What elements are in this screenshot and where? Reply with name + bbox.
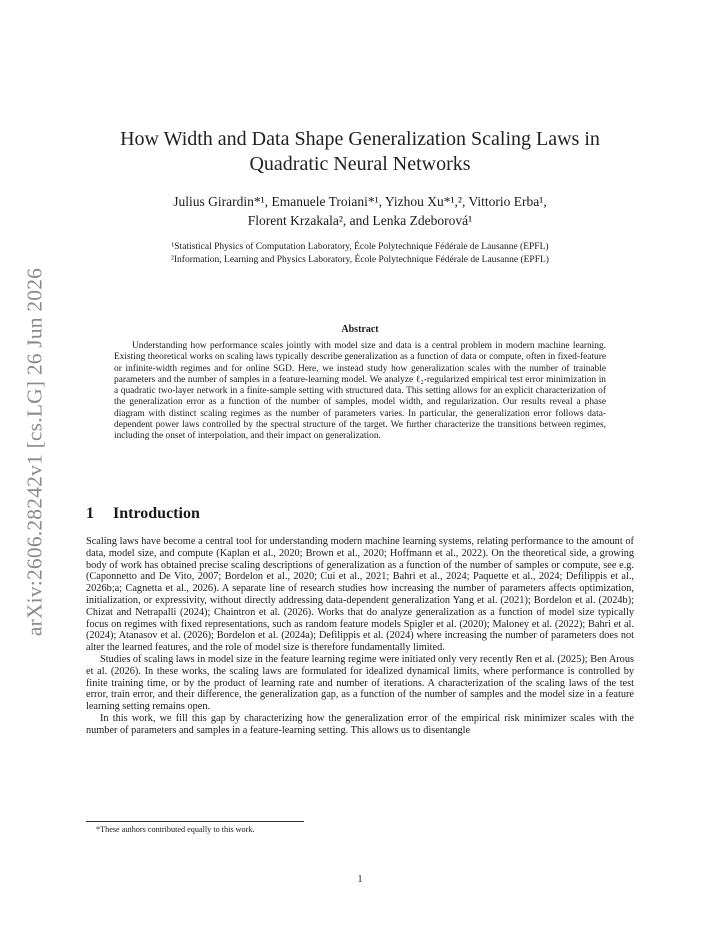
arxiv-sidebar-stamp	[20, 262, 50, 642]
abstract-heading: Abstract	[341, 324, 379, 335]
affiliation-1: ¹Statistical Physics of Computation Laboratory, École Polytechnique Fédérale de Lausanne (EPFL)	[171, 242, 549, 252]
section-title: Introduction	[113, 505, 200, 522]
paragraph: Studies of scaling laws in model size in the feature learning regime were initiated only very recently Ren et al. (2025); Ben Arous et al. (2026). In these works, the scaling laws are formulated for idealized dynamical limits, where performance is controlled by finite training time, or by the product of learning rate and number of iterations. A characterization of the scaling laws of the test error, train error, and their difference, the generalization gap, as a function of the number of samples and the model size in a feature learning setting remains open.	[86, 653, 634, 713]
author-list	[90, 192, 630, 230]
page-number: 1	[357, 874, 363, 885]
affiliation-list	[90, 241, 630, 267]
footnote: *These authors contributed equally to this work.	[96, 825, 255, 834]
footnote-divider	[86, 821, 304, 822]
arxiv-identifier: arXiv:2606.28242v1 [cs.LG] 26 Jun 2026	[22, 267, 47, 637]
paper-title	[90, 127, 630, 177]
paragraph: Scaling laws have become a central tool for understanding modern machine learning systems, relating performance to the amount of data, model size, and compute (Kaplan et al., 2020; Brown et al., 2020; Hoffmann et al., 2022). On the theoretical side, a growing body of work has obtained precise scaling descriptions of generalization as a function of the number of samples or compute, see e.g. (Caponnetto and De Vito, 2007; Bordelon et al., 2020; Cui et al., 2021; Bahri et al., 2024; Paquette et al., 2024; Defilippis et al., 2026b;a; Cagnetta et al., 2026). A separate line of research studies how increasing the number of parameters affects optimization, initialization, or expressivity, without directly addressing data-dependent generalization Yang et al. (2021); Bordelon et al. (2024b); Chizat and Netrapalli (2024); Chaintron et al. (2026). Works that do analyze generalization as a function of model size typically focus on regimes with fixed representations, such as random feature models Spigler et al. (2020); Maloney et al. (2022); Bahri et al. (2024); Atanasov et al. (2026); Bordelon et al. (2024a); Defilippis et al. (2024) where increasing the number of parameters does not alter the learned features, and the role of model size is therefore fundamentally limited.	[86, 536, 634, 654]
affiliation-2: ²Information, Learning and Physics Laboratory, École Polytechnique Fédérale de Lausanne (EPFL)	[171, 255, 549, 265]
section-number: 1	[86, 505, 94, 522]
author-line-2: Florent Krzakala², and Lenka Zdeborová¹	[247, 213, 473, 228]
author-line-1: Julius Girardin*¹, Emanuele Troiani*¹, Yizhou Xu*¹,², Vittorio Erba¹,	[173, 194, 547, 209]
title-line-2: Quadratic Neural Networks	[249, 153, 471, 175]
title-line-1: How Width and Data Shape Generalization Scaling Laws in	[120, 128, 600, 150]
introduction-body	[86, 536, 634, 737]
section-heading-introduction	[86, 504, 634, 524]
paragraph: In this work, we fill this gap by characterizing how the generalization error of the empirical risk minimizer scales with the number of parameters and samples in a feature-learning setting. This allows us to disentangle	[86, 712, 634, 736]
abstract-text: Understanding how performance scales jointly with model size and data is a central problem in modern machine learning. Existing theoretical works on scaling laws typically describe generalization as a function of data or compute, often in fixed-feature or infinite-width regimes and for online SGD. Here, we instead study how generalization scales with the number of trainable parameters and the number of samples in a feature-learning model. We analyze ℓ₂-regularized empirical test error minimization in a quadratic two-layer network in a finite-sample setting with structured data. This setting allows for an explicit characterization of the generalization error as a function of the number of samples, model width, and regularization. Our results reveal a phase diagram with distinct scaling regimes as the number of parameters varies. In particular, the generalization error follows data-dependent power laws controlled by the spectral structure of the target. We further characterize the transitions between regimes, including the onset of interpolation, and their impact on generalization.	[114, 341, 606, 442]
